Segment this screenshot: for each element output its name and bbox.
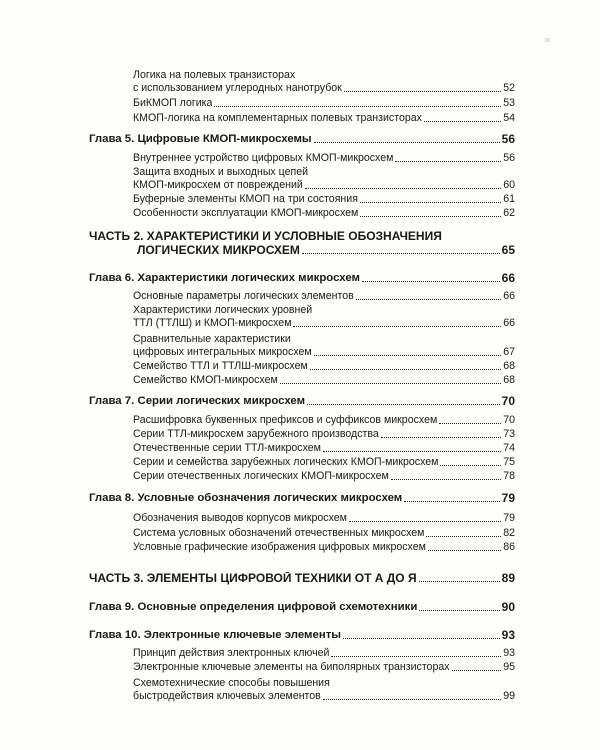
entry-title: Глава 7. Серии логических микросхем [89, 395, 306, 407]
toc-item [133, 207, 515, 220]
dot-leader [323, 450, 501, 452]
toc-item [133, 442, 515, 455]
toc-item [133, 317, 515, 330]
entry-title: Семейство ТТЛ и ТТЛШ-микросхем [133, 360, 308, 372]
toc-item [133, 346, 515, 359]
page-number: 73 [503, 428, 515, 440]
entry-title: Глава 5. Цифровые КМОП-микросхемы [89, 133, 312, 145]
dot-leader [293, 325, 501, 327]
page-number: 75 [503, 456, 515, 468]
dot-leader [452, 669, 501, 671]
page-number: 70 [503, 414, 515, 426]
dot-leader [343, 637, 500, 639]
dot-leader [439, 422, 501, 424]
entry-title: Серии и семейства зарубежных логических КМОП-микросхем [133, 456, 439, 468]
entry-title: Внутреннее устройство цифровых КМОП-микросхем [133, 152, 394, 164]
entry-title: Принцип действия электронных ключей [133, 647, 330, 659]
dot-leader [349, 520, 501, 522]
page-number: 89 [501, 571, 515, 585]
chapter-9-heading [89, 601, 515, 614]
toc-item [133, 661, 515, 674]
dot-leader [314, 141, 500, 143]
entry-title: Основные параметры логических элементов [133, 290, 354, 302]
dot-leader [404, 500, 499, 502]
entry-title: Глава 10. Электронные ключевые элементы [89, 629, 342, 641]
entry-title: Обозначения выводов корпусов микросхем [133, 512, 347, 524]
toc-item [133, 82, 515, 95]
page-number: 67 [503, 346, 515, 358]
toc-item-line: Характеристики логических уровней [133, 304, 313, 316]
entry-title: цифровых интегральных микросхем [133, 346, 312, 358]
dot-leader [305, 187, 501, 189]
entry-title: КМОП-микросхем от повреждений [133, 179, 303, 191]
page-number: 79 [503, 512, 515, 524]
page-number: 95 [503, 661, 515, 673]
dot-leader [356, 298, 501, 300]
dot-leader [419, 580, 500, 582]
page-number: 90 [501, 600, 515, 614]
page-number: 82 [503, 527, 515, 539]
entry-title: быстродействия ключевых элементов [133, 690, 321, 702]
page-number: 86 [503, 541, 515, 553]
toc-item [133, 690, 515, 703]
toc-item [133, 193, 515, 206]
chapter-5-heading [89, 133, 515, 146]
dot-leader [362, 280, 500, 282]
toc-item-line: Логика на полевых транзисторах [133, 69, 296, 81]
page-corner-mark [545, 38, 550, 42]
dot-leader [331, 655, 501, 657]
toc-item-line: Схемотехнические способы повышения [133, 677, 330, 689]
toc-item [133, 152, 515, 165]
page-number: 62 [503, 207, 515, 219]
dot-leader [323, 698, 501, 700]
page-number: 99 [503, 690, 515, 702]
chapter-6-heading [89, 272, 515, 285]
dot-leader [395, 160, 501, 162]
entry-title: Глава 8. Условные обозначения логических микросхем [89, 492, 403, 504]
entry-title: ЧАСТЬ 3. ЭЛЕМЕНТЫ ЦИФРОВОЙ ТЕХНИКИ ОТ А ДО Я [89, 572, 417, 585]
page-number: 56 [503, 152, 515, 164]
dot-leader [440, 464, 501, 466]
toc-item [133, 112, 515, 125]
page-number: 78 [503, 470, 515, 482]
page-number: 79 [501, 491, 515, 505]
entry-title: Глава 9. Основные определения цифровой схемотехники [89, 601, 418, 613]
dot-leader [424, 120, 501, 122]
page-number: 61 [503, 193, 515, 205]
entry-title: с использованием углеродных нанотрубок [133, 82, 342, 94]
page-number: 70 [501, 394, 515, 408]
dot-leader [428, 549, 501, 551]
entry-title: Серии отечественных логических КМОП-микросхем [133, 470, 389, 482]
toc-item [133, 290, 515, 303]
page-number: 52 [503, 82, 515, 94]
page-number: 65 [501, 243, 515, 257]
dot-leader [344, 90, 501, 92]
dot-leader [381, 436, 501, 438]
toc-item [133, 179, 515, 192]
dot-leader [302, 252, 500, 254]
toc-item [133, 374, 515, 387]
dot-leader [360, 201, 501, 203]
toc-item-line: Защита входных и выходных цепей [133, 166, 309, 178]
page-number: 60 [503, 179, 515, 191]
page-number: 68 [503, 360, 515, 372]
dot-leader [314, 354, 501, 356]
toc-item [133, 470, 515, 483]
page-number: 66 [503, 290, 515, 302]
page-number: 66 [501, 271, 515, 285]
chapter-10-heading [89, 629, 515, 642]
entry-title: Семейство КМОП-микросхем [133, 374, 278, 386]
toc-item-line: Сравнительные характеристики [133, 333, 291, 345]
entry-title: Глава 6. Характеристики логических микросхем [89, 272, 360, 284]
page-number: 68 [503, 374, 515, 386]
dot-leader [360, 215, 501, 217]
page-number: 54 [503, 112, 515, 124]
page-number: 56 [501, 132, 515, 146]
entry-title: Буферные элементы КМОП на три состояния [133, 193, 358, 205]
toc-item [133, 428, 515, 441]
part-2-heading: ЛОГИЧЕСКИХ МИКРОСХЕМ 65 [137, 243, 515, 257]
chapter-8-heading [89, 492, 515, 505]
page-number: 66 [503, 317, 515, 329]
entry-title: Условные графические изображения цифровых микросхем [133, 541, 426, 553]
entry-title: Серии ТТЛ-микросхем зарубежного производства [133, 428, 379, 440]
toc-item [133, 541, 515, 554]
toc-item [133, 512, 515, 525]
entry-title: ТТЛ (ТТЛШ) и КМОП-микросхем [133, 317, 292, 329]
part-3-heading [89, 572, 515, 585]
toc-item [133, 97, 515, 110]
dot-leader [426, 535, 501, 537]
page-number: 93 [501, 628, 515, 642]
dot-leader [307, 403, 500, 405]
entry-title: Система условных обозначений отечественных микросхем [133, 527, 425, 539]
page-number: 74 [503, 442, 515, 454]
entry-title: Электронные ключевые элементы на биполярных транзисторах [133, 661, 450, 673]
toc-item [133, 527, 515, 540]
toc-item [133, 456, 515, 469]
dot-leader [280, 382, 501, 384]
entry-title: Расшифровка буквенных префиксов и суффиксов микросхем [133, 414, 438, 426]
part-2-heading-line1: ЧАСТЬ 2. ХАРАКТЕРИСТИКИ И УСЛОВНЫЕ ОБОЗНАЧЕНИЯ [89, 229, 442, 243]
entry-title: Отечественные серии ТТЛ-микросхем [133, 442, 321, 454]
entry-title: Особенности эксплуатации КМОП-микросхем [133, 207, 359, 219]
dot-leader [391, 478, 501, 480]
toc-item [133, 360, 515, 373]
page-number: 53 [503, 97, 515, 109]
chapter-7-heading [89, 395, 515, 408]
dot-leader [214, 105, 501, 107]
dot-leader [310, 368, 501, 370]
toc-item [133, 414, 515, 427]
dot-leader [419, 609, 499, 611]
entry-title: КМОП-логика на комплементарных полевых транзисторах [133, 112, 422, 124]
page-number: 93 [503, 647, 515, 659]
entry-title: БиКМОП логика [133, 97, 213, 109]
toc-item [133, 647, 515, 660]
